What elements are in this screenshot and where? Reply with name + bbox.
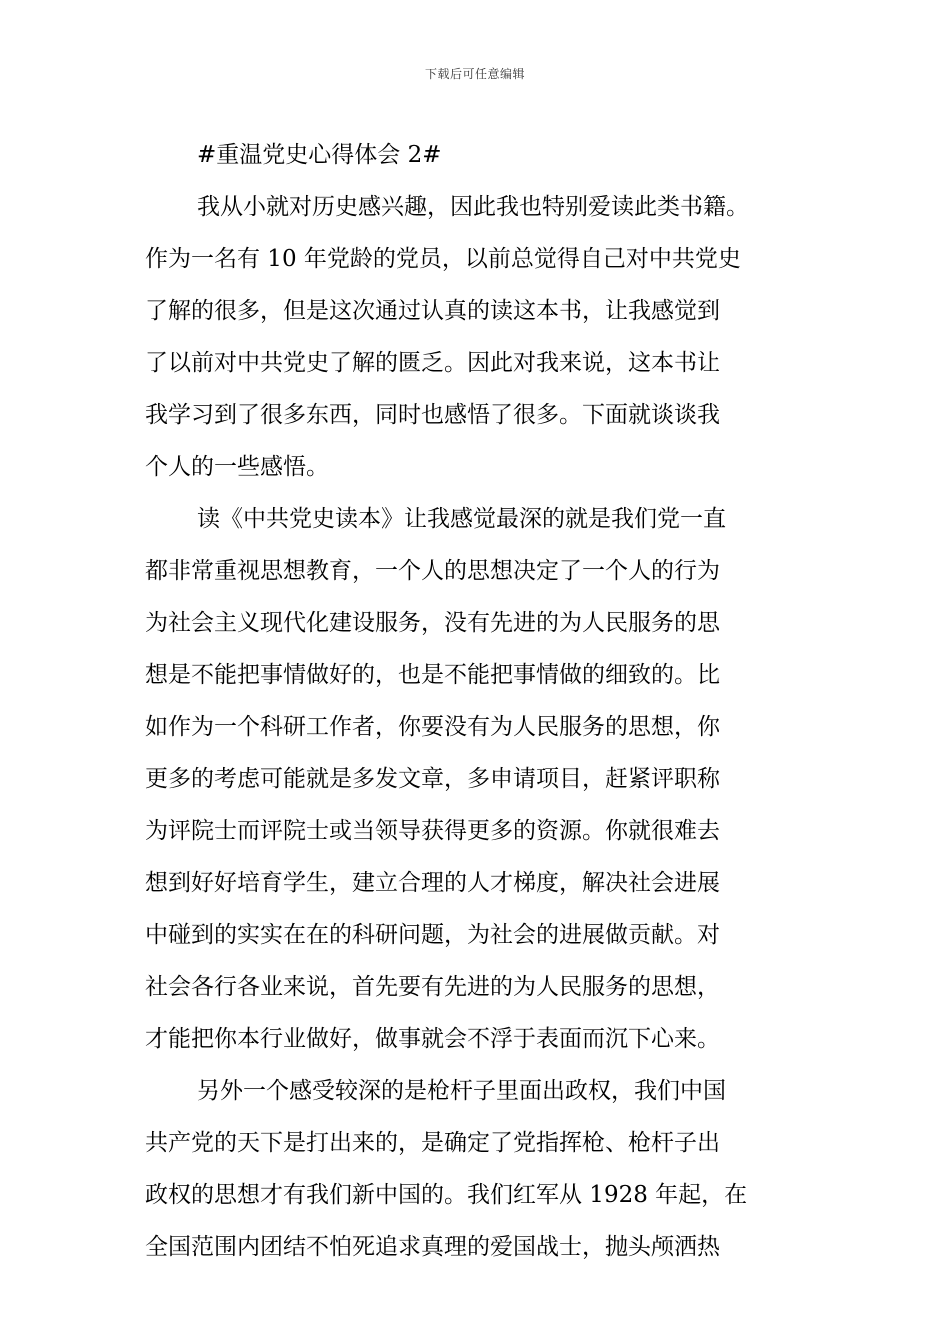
paragraph-line: 另外一个感受较深的是枪杆子里面出政权，我们中国 — [197, 1078, 726, 1104]
paragraph-line: 读《中共党史读本》让我感觉最深的就是我们党一直 — [197, 506, 726, 532]
paragraph-line: 如作为一个科研工作者，你要没有为人民服务的思想，你 — [145, 714, 720, 740]
header-note: 下载后可任意编辑 — [424, 67, 525, 81]
paragraph-3 — [145, 1065, 809, 1273]
paragraph-line: 想是不能把事情做好的，也是不能把事情做的细致的。比 — [145, 662, 720, 688]
paragraph-line: 全国范围内团结不怕死追求真理的爱国战士，抛头颅洒热 — [145, 1234, 720, 1260]
paragraph-line: 个人的一些感悟。 — [145, 454, 329, 480]
paragraph-line: 更多的考虑可能就是多发文章，多申请项目，赶紧评职称 — [145, 766, 720, 792]
paragraph-1 — [145, 181, 809, 493]
paragraph-line: 政权的思想才有我们新中国的。我们红军从 1928 年起，在 — [145, 1182, 748, 1208]
paragraph-line: 想到好好培育学生，建立合理的人才梯度，解决社会进展 — [145, 870, 720, 896]
document-body — [145, 129, 809, 1273]
paragraph-line: 作为一名有 10 年党龄的党员，以前总觉得自己对中共党史 — [145, 246, 741, 272]
document-title: #重温党史心得体会 2# — [197, 142, 442, 168]
paragraph-line: 都非常重视思想教育，一个人的思想决定了一个人的行为 — [145, 558, 720, 584]
paragraph-line: 为评院士而评院士或当领导获得更多的资源。你就很难去 — [145, 818, 720, 844]
paragraph-line: 为社会主义现代化建设服务，没有先进的为人民服务的思 — [145, 610, 720, 636]
paragraph-line: 我学习到了很多东西，同时也感悟了很多。下面就谈谈我 — [145, 402, 720, 428]
paragraph-line: 了以前对中共党史了解的匮乏。因此对我来说，这本书让 — [145, 350, 720, 376]
paragraph-line: 共产党的天下是打出来的，是确定了党指挥枪、枪杆子出 — [145, 1130, 720, 1156]
paragraph-line: 社会各行各业来说，首先要有先进的为人民服务的思想， — [145, 974, 720, 1000]
paragraph-line: 了解的很多，但是这次通过认真的读这本书，让我感觉到 — [145, 298, 720, 324]
paragraph-line: 我从小就对历史感兴趣，因此我也特别爱读此类书籍。 — [197, 194, 749, 220]
paragraph-line: 中碰到的实实在在的科研问题，为社会的进展做贡献。对 — [145, 922, 720, 948]
paragraph-2 — [145, 493, 809, 1065]
paragraph-line: 才能把你本行业做好，做事就会不浮于表面而沉下心来。 — [145, 1026, 720, 1052]
